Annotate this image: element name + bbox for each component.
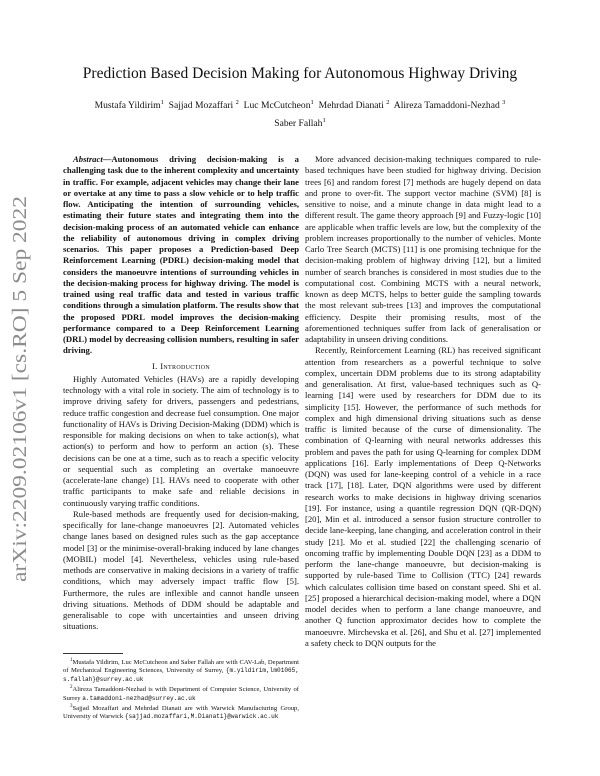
- author: Mustafa Yildirim$^1$: [94, 98, 164, 111]
- arxiv-identifier-text: arXiv:2209.02106v1 [cs.RO] 5 Sep 2022: [9, 253, 31, 582]
- author: Saber Fallah$^1$: [274, 116, 326, 129]
- body-paragraph: Recently, Reinforcement Learning (RL) has received significant attention from researchers as a powerful technique to solve complex, uncertain DDM problems due to its strong adaptability and generalisation. At first, value-based techniques such as Q-learning [14] were used by researchers for DDM due to its simplicity [15]. However, the performance of such methods for complex and high dimensional driving situations such as dense traffic is limited because of the curse of dimensionality. The combination of Q-learning with neural networks addresses this problem and paves the path for using Q-learning for complex DDM applications [16]. Early implementations of Deep Q-Networks (DQN) was used for lane-keeping control of a vehicle in a race track [17], [18]. Later, DQN algorithms were used by different research works to make decisions in highway driving scenarios [19]. For instance, using a quantile regression DQN (QR-DQN) [20], Min et al. introduced a sensor fusion structure controller to decide lane-keeping, lane changing, and acceleration control in their study [21]. Mo et al. studied [22] the challenging scenario of oncoming traffic by implementing Double DQN [23] as a DDM to perform the lane-change manoeuvre, but decision-making is supported by rule-based Time to Collision (TTC) [24] rewards which calculates collision time based on constant speed. Shi et al. [25] proposed a hierarchical decision-making model, where a DQN model decides when to perform a lane change manoeuvre, and another Q function approximator decides how to complete the manoeuvre. Mirchevska et al. [26], and Shu et al. [27] implemented a safety check to DQN outputs for the: [305, 345, 541, 648]
- author-list: [60, 97, 540, 133]
- arxiv-identifier-stamp: [2, 190, 34, 590]
- right-column: [305, 154, 541, 649]
- footnote: $^2$Alireza Tamaddoni-Nezhad is with Department of Computer Science, University of Surrey a.tamaddoni-nezhad@surrey.ac.uk: [63, 685, 299, 702]
- footnotes: [63, 657, 299, 722]
- author: Mehrdad Dianati $^2$: [318, 98, 390, 111]
- abstract: Abstract—Autonomous driving decision-making is a challenging task due to the inherent complexity and uncertainty in traffic. For example, adjacent vehicles may change their lane or overtake at any time to pass a slow vehicle or to help traffic flow. Anticipating the intention of surrounding vehicles, estimating their future states and integrating them into the decision-making process of an automated vehicle can enhance the reliability of autonomous driving in complex driving scenarios. This paper proposes a Prediction-based Deep Reinforcement Learning (PDRL) decision-making model that considers the manoeuvre intentions of surrounding vehicles in the decision-making process for highway driving. The model is trained using real traffic data and tested in various traffic conditions through a simulation platform. The results show that the proposed PDRL model improves the decision-making performance compared to a Deep Reinforcement Learning (DRL) model by decreasing collision numbers, resulting in safer driving.: [63, 154, 299, 356]
- body-paragraph: Rule-based methods are frequently used for decision-making, specifically for lane-change manoeuvres [2]. Automated vehicles change lanes based on designed rules such as the gap acceptance model [3] or the minimise-overall-braking induced by lane changes (MOBIL) model [4]. Nevertheless, vehicles using rule-based methods are conservative in making decisions in a variety of traffic conditions, which may adversely impact traffic flow [5]. Furthermore, the rules are inflexible and cannot handle unseen driving situations. Methods of DDM should be adaptable and generalisable to cope with uncertainties and unseen driving situations.: [63, 508, 299, 632]
- body-paragraph: Highly Automated Vehicles (HAVs) are a rapidly developing technology with a vital role in society. The aim of technology is to improve driving safety for drivers, passengers and pedestrians, reduce traffic congestion and decrease fuel consumption. One major functionality of HAVs is Driving Decision-Making (DDM) which is responsible for making decisions on when to take action(s), what action(s) to perform and how to perform an action (s). These decisions can be one at a time, such as to reach a specific velocity or sequential such as completing an overtake manoeuvre (accelerate-lane change) [1]. HAVs need to cooperate with other traffic participants to make safe and reliable decisions in continuously varying traffic conditions.: [63, 373, 299, 508]
- abstract-label: Abstract: [73, 154, 103, 164]
- body-paragraph: More advanced decision-making techniques compared to rule-based techniques have been studied for highway driving. Decision trees [6] and random forest [7] methods are hugely depend on data and prone to over-fit. The support vector machine (SVM) [8] is sensitive to noise, and a minute change in data might lead to a different result. The game theory approach [9] and Fuzzy-logic [10] are applicable when traffic levels are low, but the complexity of the problem increases proportionally to the number of vehicles. Monte Carlo Tree Search (MCTS) [11] is one promising technique for the decision-making problem of highway driving [12], but a limited number of search branches is considered in most studies due to the computational cost. Combining MCTS with a neural network, known as deep MCTS, helps to better guide the sampling towards the most relevant sub-trees [13] and improves the computational efficiency. Despite their promising results, most of the aforementioned techniques suffer from lack of generalisation or adaptability in unseen driving conditions.: [305, 154, 541, 344]
- author: Alireza Tamaddoni-Nezhad $^3$: [393, 98, 506, 111]
- left-column: [63, 154, 299, 633]
- footnote: $^3$Sajjad Mozaffari and Mehrdad Dianati are with Warwick Manufacturing Group, University of Warwick {sajjad.mozaffari,M.Dianati}@warwick.ac.uk: [63, 703, 299, 721]
- section-heading-introduction: I. Introduction: [151, 360, 211, 371]
- abstract-text: Autonomous driving decision-making is a challenging task due to the inherent complexity and uncertainty in traffic. For example, adjacent vehicles may change their lane or overtake at any time to pass a slow vehicle or to help traffic flow. Anticipating the intention of surrounding vehicles, estimating their future states and integrating them into the decision-making process of an automated vehicle can enhance the reliability of autonomous driving in complex driving scenarios. This paper proposes a Prediction-based Deep Reinforcement Learning (PDRL) decision-making model that considers the manoeuvre intentions of surrounding vehicles in the decision-making process for highway driving. The model is trained using real traffic data and tested in various traffic conditions through a simulation platform. The results show that the proposed PDRL model improves the decision-making performance compared to a Deep Reinforcement Learning (DRL) model by decreasing collision numbers, resulting in safer driving.: [63, 154, 299, 356]
- footnote: $^1$Mustafa Yildirim, Luc McCutcheon and Saber Fallah are with CAV-Lab, Department of Mechanical Engineering Sciences, University of Surrey, {m.yildirim,lm01065, s.fallah}@surrey.ac.uk: [63, 658, 299, 683]
- footnote-divider: [63, 653, 123, 654]
- author: Sajjad Mozaffari $^2$: [168, 98, 239, 111]
- paper-title: Prediction Based Decision Making for Autonomous Highway Driving: [82, 65, 518, 82]
- author: Luc McCutcheon$^1$: [243, 98, 314, 111]
